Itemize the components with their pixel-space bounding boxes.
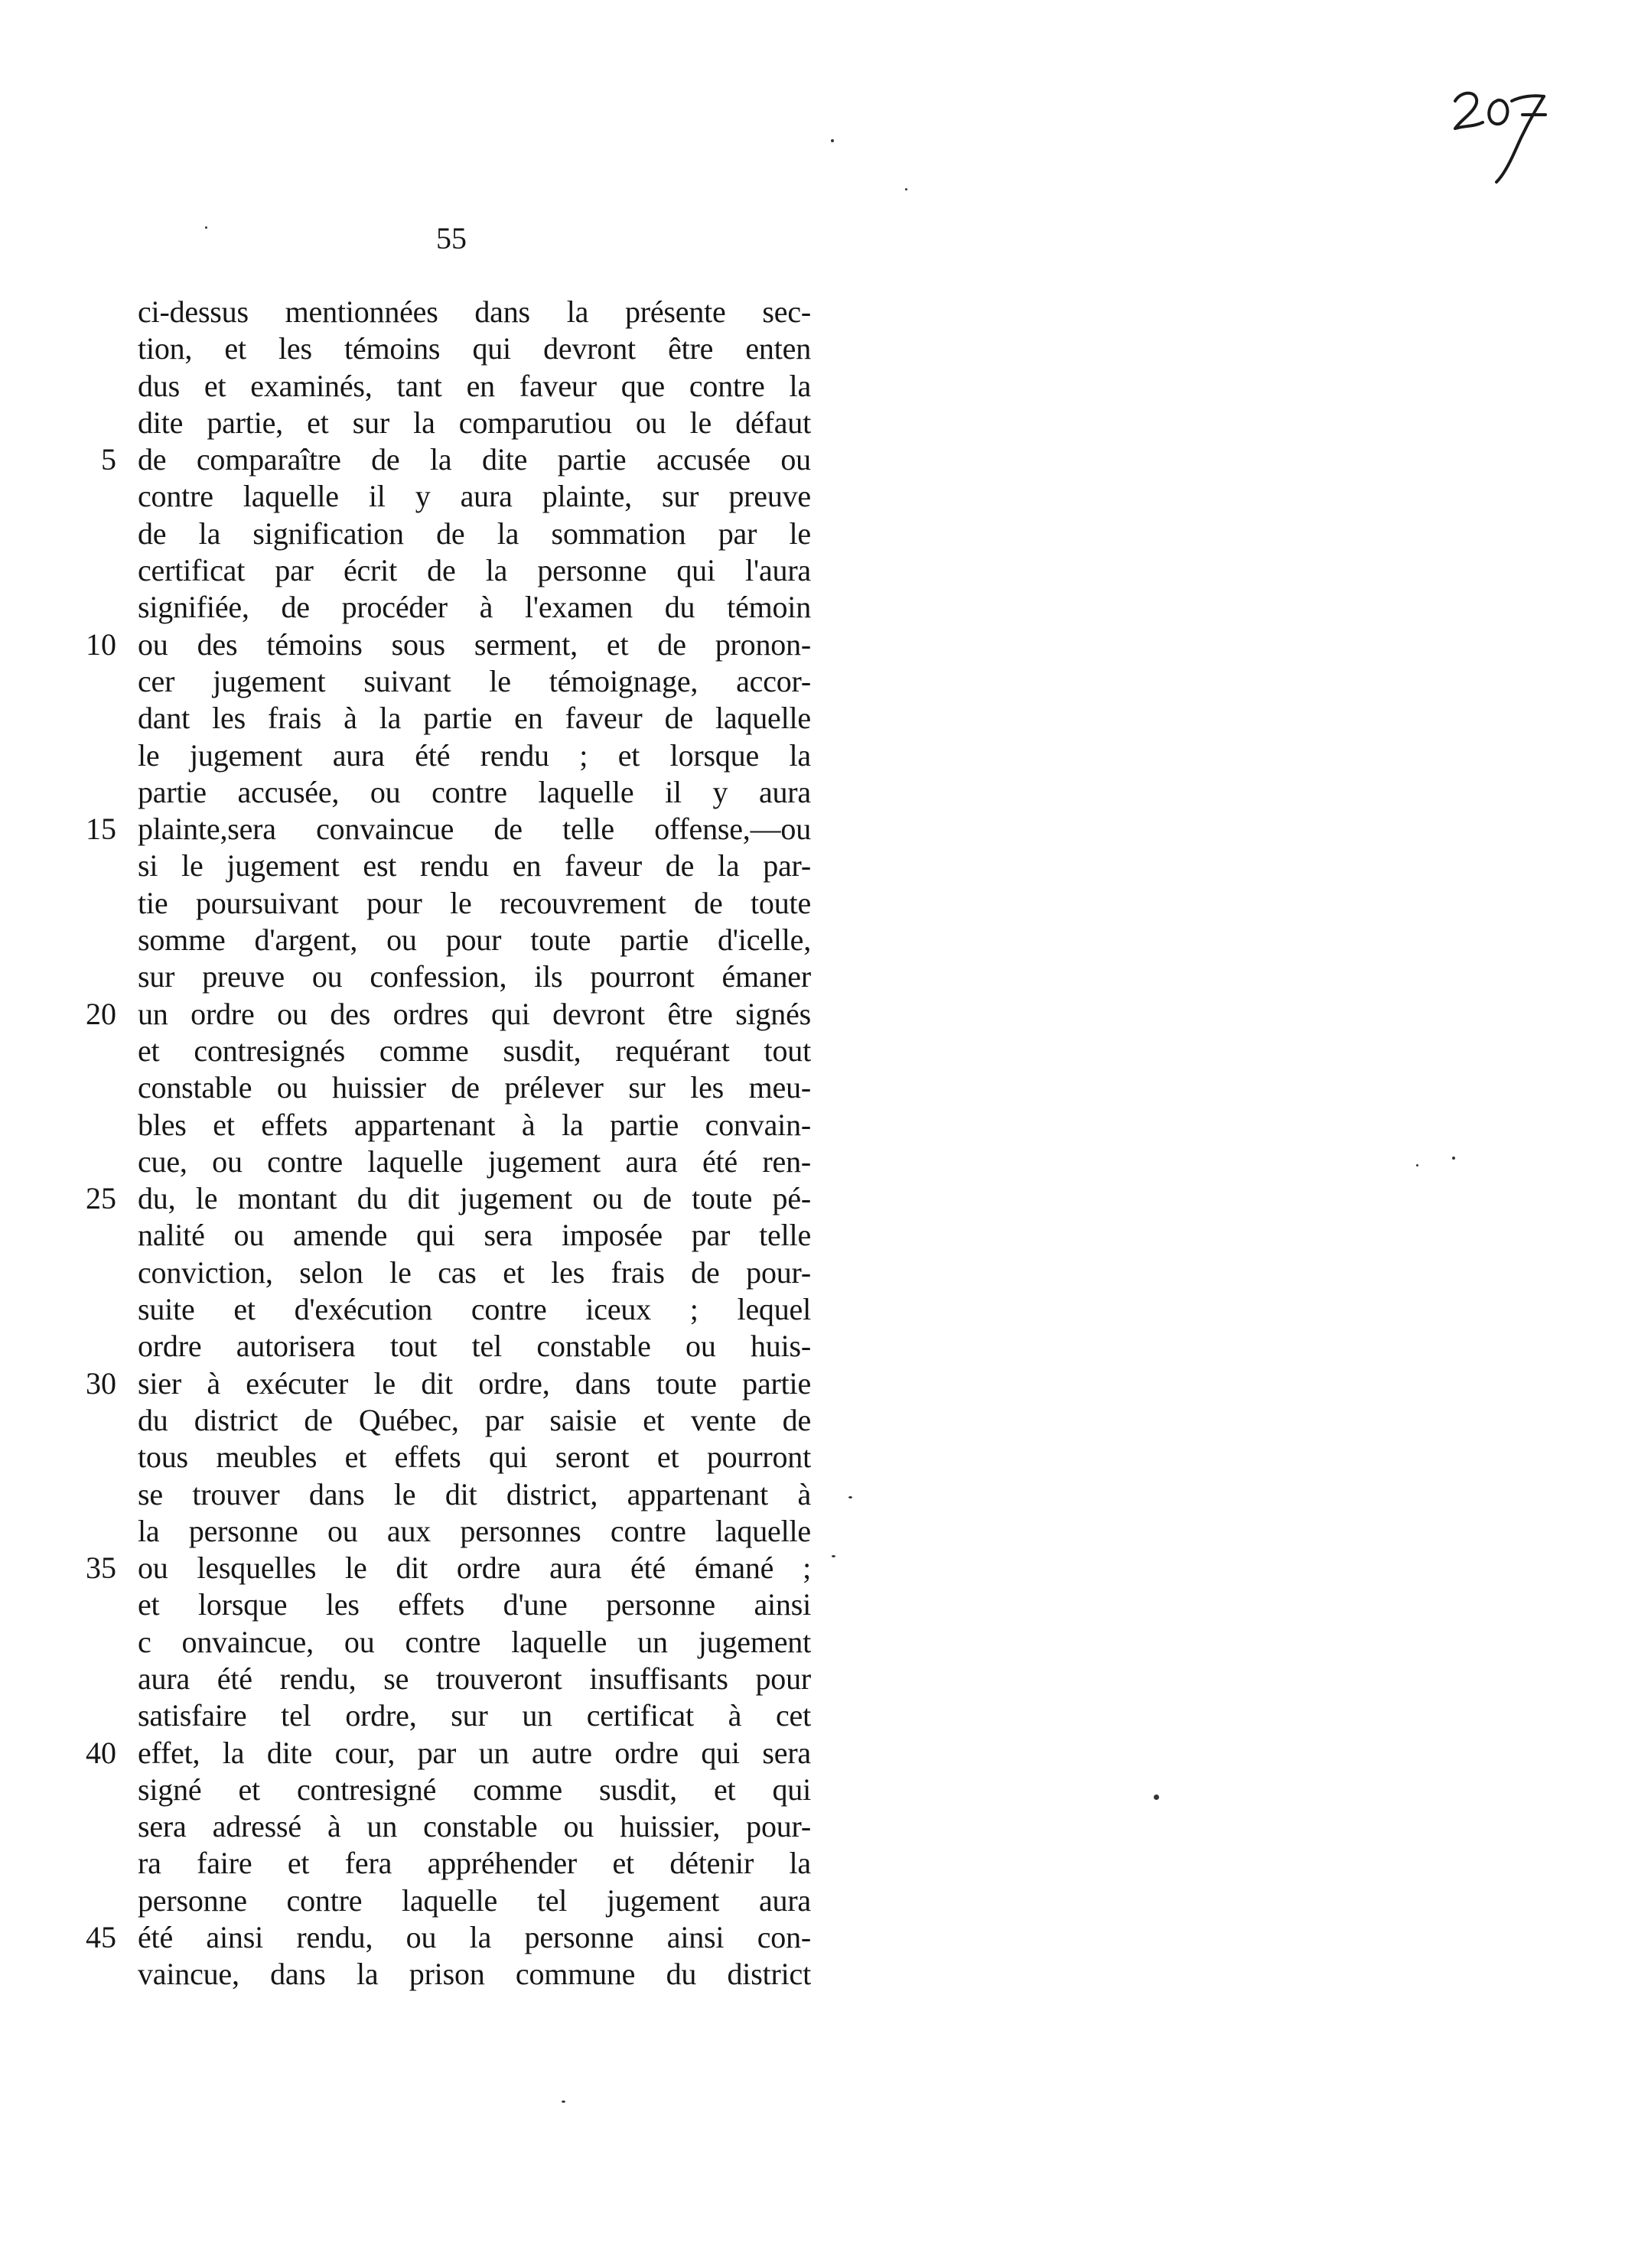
text-line xyxy=(69,1107,819,1144)
text-line xyxy=(69,478,819,515)
line-text: la personne ou aux personnes contre laquelle xyxy=(138,1513,811,1548)
text-line xyxy=(69,405,819,441)
text-line xyxy=(69,589,819,626)
text-line xyxy=(69,1882,819,1919)
text-line xyxy=(69,1254,819,1291)
line-text: conviction, selon le cas et les frais de pour- xyxy=(138,1254,811,1290)
text-line xyxy=(69,330,819,367)
line-text: de comparaître de la dite partie accusée ou xyxy=(138,442,811,477)
line-text: du, le montant du dit jugement ou de toute pé- xyxy=(138,1181,811,1216)
text-line xyxy=(69,1697,819,1734)
line-number: 10 xyxy=(86,626,116,662)
line-text: nalité ou amende qui sera imposée par telle xyxy=(138,1218,811,1253)
line-text: le jugement aura été rendu ; et lorsque la xyxy=(138,737,811,773)
text-line xyxy=(69,1144,819,1180)
line-text: tie poursuivant pour le recouvrement de toute xyxy=(138,885,811,920)
line-text: contre laquelle il y aura plainte, sur preuve xyxy=(138,479,811,514)
line-text: personne contre laquelle tel jugement aura xyxy=(138,1882,811,1918)
scan-speck xyxy=(1416,1164,1418,1167)
text-line xyxy=(69,885,819,922)
line-number: 15 xyxy=(86,812,116,847)
text-line xyxy=(69,368,819,405)
line-text: cue, ou contre laquelle jugement aura été ren- xyxy=(138,1144,811,1179)
line-text: tion, et les témoins qui devront être enten xyxy=(138,331,811,366)
text-line xyxy=(69,1586,819,1623)
line-text: somme d'argent, ou pour toute partie d'icelle, xyxy=(138,922,811,958)
line-text: vaincue, dans la prison commune du district xyxy=(138,1957,811,1992)
line-text: suite et d'exécution contre iceux ; lequel xyxy=(138,1292,811,1327)
text-line xyxy=(69,1919,819,1956)
text-line xyxy=(69,996,819,1033)
text-line xyxy=(69,1328,819,1365)
line-text: bles et effets appartenant à la partie convain- xyxy=(138,1107,811,1142)
text-line xyxy=(69,1033,819,1069)
text-line xyxy=(69,1845,819,1882)
text-line xyxy=(69,1476,819,1513)
line-text: ou lesquelles le dit ordre aura été émané ; xyxy=(138,1551,811,1586)
page-number: 55 xyxy=(436,221,467,255)
line-text: certificat par écrit de la personne qui l'aura xyxy=(138,553,811,588)
line-number: 20 xyxy=(86,996,116,1031)
text-line xyxy=(69,1808,819,1845)
body-text xyxy=(69,294,819,1993)
text-line xyxy=(69,1956,819,1993)
line-text: tous meubles et effets qui seront et pourront xyxy=(138,1440,811,1475)
text-line xyxy=(69,1402,819,1439)
line-text: dus et examinés, tant en faveur que contre la xyxy=(138,368,811,403)
line-number: 35 xyxy=(86,1551,116,1586)
line-text: c onvaincue, ou contre laquelle un jugement xyxy=(138,1624,811,1659)
line-text: partie accusée, ou contre laquelle il y aura xyxy=(138,774,811,809)
text-line xyxy=(69,1439,819,1476)
line-text: plainte,sera convaincue de telle offense,—ou xyxy=(138,812,811,847)
scan-speck xyxy=(832,1555,835,1557)
scan-speck xyxy=(905,188,907,190)
line-text: de la signification de la sommation par le xyxy=(138,516,811,551)
text-line xyxy=(69,1069,819,1106)
line-text: dite partie, et sur la comparutiou ou le défaut xyxy=(138,405,811,440)
text-line xyxy=(69,700,819,737)
line-text: signé et contresigné comme susdit, et qui xyxy=(138,1772,811,1807)
scan-speck xyxy=(205,226,207,229)
text-line xyxy=(69,294,819,330)
line-number: 40 xyxy=(86,1735,116,1770)
line-text: cer jugement suivant le témoignage, accor- xyxy=(138,663,811,698)
line-text: sier à exécuter le dit ordre, dans toute partie xyxy=(138,1365,811,1401)
text-line xyxy=(69,811,819,848)
line-text: et contresignés comme susdit, requérant tout xyxy=(138,1033,811,1068)
text-line xyxy=(69,516,819,552)
text-line xyxy=(69,626,819,663)
text-line xyxy=(69,848,819,884)
scan-speck xyxy=(1154,1795,1159,1800)
line-text: dant les frais à la partie en faveur de laquelle xyxy=(138,701,811,736)
line-number: 45 xyxy=(86,1920,116,1955)
scan-speck xyxy=(848,1496,852,1498)
line-text: signifiée, de procéder à l'examen du témoin xyxy=(138,590,811,625)
scan-speck xyxy=(831,139,834,142)
text-line xyxy=(69,441,819,478)
line-text: ra faire et fera appréhender et détenir la xyxy=(138,1846,811,1881)
line-number: 25 xyxy=(86,1181,116,1216)
text-line xyxy=(69,922,819,958)
scan-speck xyxy=(1452,1157,1455,1160)
line-text: si le jugement est rendu en faveur de la par- xyxy=(138,848,811,883)
line-text: effet, la dite cour, par un autre ordre qui sera xyxy=(138,1735,811,1770)
line-text: aura été rendu, se trouveront insuffisants pour xyxy=(138,1661,811,1696)
scan-speck xyxy=(562,2100,565,2103)
text-line xyxy=(69,774,819,811)
text-line xyxy=(69,1550,819,1586)
line-text: et lorsque les effets d'une personne ainsi xyxy=(138,1587,811,1622)
handwritten-folio-number xyxy=(1438,61,1553,214)
line-text: du district de Québec, par saisie et vente de xyxy=(138,1402,811,1437)
text-line xyxy=(69,1365,819,1402)
text-line xyxy=(69,1217,819,1254)
line-text: sur preuve ou confession, ils pourront émaner xyxy=(138,959,811,994)
line-number: 5 xyxy=(101,442,116,477)
line-text: été ainsi rendu, ou la personne ainsi con- xyxy=(138,1920,811,1955)
text-line xyxy=(69,1624,819,1661)
handwritten-folio-icon xyxy=(1438,61,1553,214)
line-text: sera adressé à un constable ou huissier, pour- xyxy=(138,1809,811,1844)
line-text: ci-dessus mentionnées dans la présente sec- xyxy=(138,294,811,329)
line-text: ordre autorisera tout tel constable ou huis- xyxy=(138,1329,811,1364)
text-line xyxy=(69,1513,819,1550)
text-line xyxy=(69,737,819,774)
line-text: constable ou huissier de prélever sur les meu- xyxy=(138,1070,811,1105)
line-text: se trouver dans le dit district, appartenant à xyxy=(138,1476,811,1511)
line-number: 30 xyxy=(86,1365,116,1401)
text-line xyxy=(69,958,819,995)
text-line xyxy=(69,1661,819,1697)
line-text: un ordre ou des ordres qui devront être signés xyxy=(138,996,811,1031)
text-line xyxy=(69,1291,819,1328)
text-line xyxy=(69,552,819,589)
text-line xyxy=(69,1735,819,1772)
text-line xyxy=(69,1180,819,1217)
line-text: satisfaire tel ordre, sur un certificat à cet xyxy=(138,1698,811,1733)
line-text: ou des témoins sous serment, et de pronon- xyxy=(138,626,811,662)
text-line xyxy=(69,663,819,700)
text-line xyxy=(69,1772,819,1808)
